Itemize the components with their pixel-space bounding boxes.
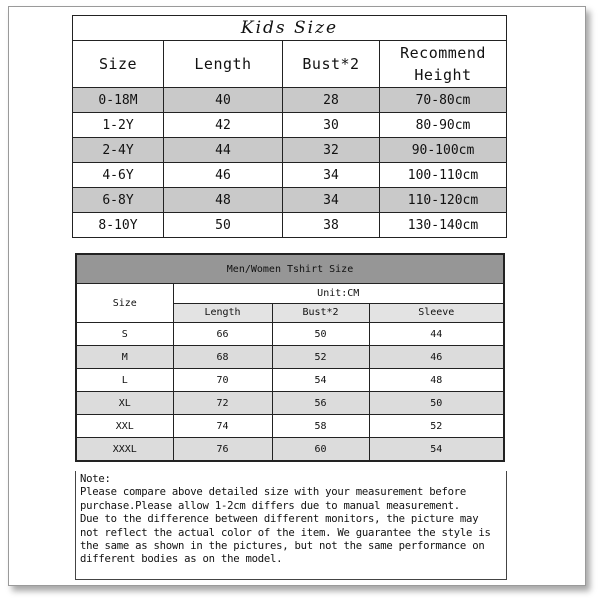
kids-cell-length: 46	[164, 163, 283, 188]
adult-header-length: Length	[173, 303, 272, 323]
kids-cell-length: 48	[164, 188, 283, 213]
kids-cell-length: 40	[164, 88, 283, 113]
adult-cell-size: M	[76, 346, 173, 369]
adult-cell-size: L	[76, 369, 173, 392]
kids-cell-height: 80-90cm	[380, 113, 507, 138]
kids-cell-length: 42	[164, 113, 283, 138]
adult-cell-bust: 56	[272, 392, 369, 415]
table-row	[73, 163, 507, 188]
table-row	[73, 188, 507, 213]
adult-cell-size: XXXL	[76, 438, 173, 462]
kids-cell-size: 1-2Y	[73, 113, 164, 138]
table-row	[76, 323, 504, 346]
adult-size-table	[75, 253, 505, 462]
adult-header-size: Size	[76, 284, 173, 323]
kids-cell-bust: 30	[283, 113, 380, 138]
kids-cell-size: 2-4Y	[73, 138, 164, 163]
kids-cell-length: 50	[164, 213, 283, 238]
kids-cell-bust: 32	[283, 138, 380, 163]
table-row	[73, 88, 507, 113]
kids-table-title: Kids Size	[73, 16, 507, 41]
kids-header-bust: Bust*2	[283, 41, 380, 88]
adult-cell-bust: 58	[272, 415, 369, 438]
kids-cell-height: 130-140cm	[380, 213, 507, 238]
kids-cell-height: 100-110cm	[380, 163, 507, 188]
kids-cell-height: 110-120cm	[380, 188, 507, 213]
adult-table-title: Men/Women Tshirt Size	[76, 254, 504, 284]
kids-header-size: Size	[73, 41, 164, 88]
kids-header-length: Length	[164, 41, 283, 88]
kids-cell-size: 8-10Y	[73, 213, 164, 238]
unit-label: Unit:CM	[173, 284, 504, 304]
note-line: different bodies as on the model.	[80, 553, 283, 566]
note-line: not reflect the actual color of the item. We guarantee the style is	[80, 526, 491, 539]
adult-cell-length: 70	[173, 369, 272, 392]
adult-header-sleeve: Sleeve	[369, 303, 504, 323]
adult-cell-size: XXL	[76, 415, 173, 438]
table-row	[76, 438, 504, 462]
size-notes	[75, 471, 507, 580]
kids-cell-bust: 34	[283, 188, 380, 213]
adult-cell-length: 76	[173, 438, 272, 462]
adult-cell-length: 66	[173, 323, 272, 346]
adult-header-bust: Bust*2	[272, 303, 369, 323]
kids-cell-bust: 28	[283, 88, 380, 113]
kids-size-table	[72, 15, 507, 238]
note-line: Please compare above detailed size with your measurement before	[80, 486, 467, 499]
adult-cell-sleeve: 44	[369, 323, 504, 346]
adult-cell-sleeve: 52	[369, 415, 504, 438]
kids-cell-bust: 38	[283, 213, 380, 238]
table-row	[73, 113, 507, 138]
kids-cell-height: 90-100cm	[380, 138, 507, 163]
kids-cell-size: 0-18M	[73, 88, 164, 113]
adult-cell-bust: 50	[272, 323, 369, 346]
adult-cell-sleeve: 54	[369, 438, 504, 462]
table-row	[76, 392, 504, 415]
adult-cell-bust: 52	[272, 346, 369, 369]
kids-header-height: Recommend Height	[380, 41, 507, 88]
kids-cell-size: 4-6Y	[73, 163, 164, 188]
note-heading: Note:	[80, 473, 111, 485]
note-line: purchase.Please allow 1-2cm differs due to manual measurement.	[80, 499, 460, 512]
adult-cell-sleeve: 48	[369, 369, 504, 392]
adult-cell-size: XL	[76, 392, 173, 415]
adult-cell-length: 68	[173, 346, 272, 369]
kids-cell-length: 44	[164, 138, 283, 163]
adult-cell-size: S	[76, 323, 173, 346]
adult-cell-bust: 54	[272, 369, 369, 392]
kids-cell-size: 6-8Y	[73, 188, 164, 213]
note-line: the same as shown in the pictures, but not the same performance on	[80, 540, 485, 553]
table-row	[76, 346, 504, 369]
note-line: Due to the difference between different monitors, the picture may	[80, 513, 479, 526]
table-row	[76, 369, 504, 392]
adult-cell-bust: 60	[272, 438, 369, 462]
kids-cell-bust: 34	[283, 163, 380, 188]
adult-cell-sleeve: 50	[369, 392, 504, 415]
table-row	[76, 415, 504, 438]
kids-cell-height: 70-80cm	[380, 88, 507, 113]
adult-cell-length: 72	[173, 392, 272, 415]
adult-cell-sleeve: 46	[369, 346, 504, 369]
table-row	[73, 213, 507, 238]
table-row	[73, 138, 507, 163]
adult-cell-length: 74	[173, 415, 272, 438]
